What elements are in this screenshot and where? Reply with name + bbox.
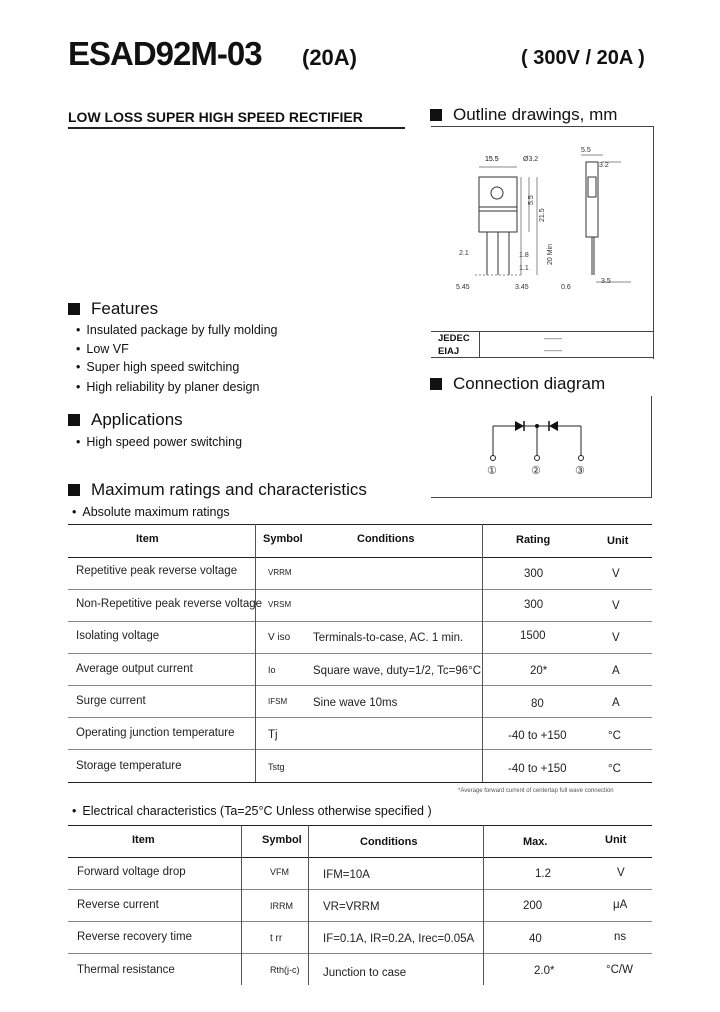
table-row-unit: V [617, 867, 625, 879]
table-row-conditions: IFM=10A [323, 869, 370, 881]
features-title: Features [68, 299, 158, 319]
part-number: ESAD92M-03 [68, 35, 262, 72]
table-row-symbol: IRRM [270, 901, 293, 911]
dim-label: 5.5 [528, 195, 535, 205]
table-row-item: Reverse recovery time [77, 931, 193, 943]
table-row-item: Repetitive peak reverse voltage [76, 565, 238, 577]
dim-label: 3.5 [601, 278, 611, 285]
table-row-rating: 80 [531, 698, 544, 710]
table-row-conditions: VR=VRRM [323, 901, 380, 913]
feature-item: • Super high speed switching [76, 360, 239, 374]
table-row-item: Operating junction temperature [76, 727, 235, 739]
table-row-unit: A [612, 697, 620, 709]
dim-label: 2.1 [459, 250, 469, 257]
max-ratings-title: Maximum ratings and characteristics [68, 480, 367, 500]
table-row-conditions: Square wave, duty=1/2, Tc=96°C [313, 665, 482, 677]
col-header-rating: Rating [516, 534, 551, 546]
table-row-unit: V [612, 568, 620, 580]
col-header-symbol: Symbol [262, 834, 302, 846]
feature-item: • Low VF [76, 342, 129, 356]
table-row-symbol: VRSM [268, 600, 292, 609]
jedec-table-divider [479, 331, 480, 357]
jedec-table-bottom [431, 357, 653, 358]
table-row-symbol: t rr [270, 933, 283, 944]
table-row-rating: -40 to +150 [508, 763, 567, 775]
electrical-subtitle: • Electrical characteristics (Ta=25°C Unless otherwise specified ) [72, 804, 432, 818]
table-row-rating: 20* [530, 665, 548, 677]
table-row-rating: 1500 [520, 630, 546, 642]
eiaj-value: —— [544, 345, 562, 355]
table-row-item: Forward voltage drop [77, 866, 186, 878]
table-row-item: Non-Repetitive peak reverse voltage [76, 598, 263, 610]
col-header-symbol: Symbol [263, 533, 303, 545]
table-row-item: Isolating voltage [76, 630, 160, 642]
dim-label: 5.5 [581, 147, 591, 154]
section-square-icon [430, 378, 442, 390]
table-row-symbol: IFSM [268, 697, 288, 706]
table-row-unit: μA [613, 899, 628, 911]
dim-label: 20 Min [547, 243, 554, 265]
outline-section-title: Outline drawings, mm [430, 105, 617, 125]
table-row-symbol: VRRM [268, 568, 292, 577]
dim-label: 3.2 [599, 162, 609, 169]
table-row-item: Surge current [76, 695, 146, 707]
table-row-symbol: VFM [270, 867, 289, 877]
table-row-symbol: Tj [268, 729, 278, 741]
table-row-conditions: Terminals-to-case, AC. 1 min. [313, 632, 464, 644]
connection-diagram-frame [431, 396, 652, 498]
dim-label: 3.45 [515, 284, 529, 291]
table-row-unit: V [612, 632, 620, 644]
table-row-item: Average output current [76, 663, 193, 675]
table-row-unit: A [612, 665, 620, 677]
eiaj-label: EIAJ [438, 346, 460, 357]
diode-anode-symbol [515, 421, 524, 431]
col-header-unit: Unit [607, 535, 629, 547]
table-row-max: 40 [529, 933, 542, 945]
table-row-symbol: Io [268, 665, 276, 675]
dim-label: 1.8 [519, 252, 529, 259]
outline-drawing-frame [431, 126, 654, 359]
col-header-conditions: Conditions [360, 836, 418, 848]
package-outline-drawing [431, 127, 653, 332]
pin-label: ① [487, 465, 497, 477]
table-row-conditions: Junction to case [323, 967, 407, 979]
dim-label: 21.5 [539, 208, 546, 222]
section-square-icon [68, 414, 80, 426]
dim-label: 0.6 [561, 284, 571, 291]
abs-max-subtitle: • Absolute maximum ratings [72, 505, 230, 519]
col-header-max: Max. [523, 836, 548, 848]
table-row-unit: °C [608, 763, 621, 775]
application-item: • High speed power switching [76, 435, 242, 449]
feature-item: • Insulated package by fully molding [76, 323, 277, 337]
electrical-table [68, 825, 652, 985]
table-row-conditions: IF=0.1A, IR=0.2A, Irec=0.05A [323, 933, 475, 945]
applications-title: Applications [68, 410, 183, 430]
table-row-max: 200 [523, 900, 543, 912]
table-row-symbol: Rth(j-c) [270, 965, 300, 975]
table-row-max: 2.0* [534, 965, 555, 977]
page-subtitle: LOW LOSS SUPER HIGH SPEED RECTIFIER [68, 109, 363, 125]
table-row-unit: °C/W [606, 964, 633, 976]
max-ratings-table [68, 524, 652, 787]
jedec-value: —— [544, 333, 562, 343]
table-row-rating: 300 [524, 568, 544, 580]
table-row-symbol: V iso [268, 632, 291, 643]
rating-summary: ( 300V / 20A ) [521, 47, 645, 69]
subtitle-underline [68, 127, 405, 129]
section-square-icon [430, 109, 442, 121]
table-row-unit: °C [608, 730, 621, 742]
diode-anode-symbol [549, 421, 558, 431]
table-row-symbol: Tstg [268, 762, 285, 772]
table-row-item: Storage temperature [76, 760, 182, 772]
table-row-max: 1.2 [535, 868, 551, 880]
section-square-icon [68, 303, 80, 315]
table-row-unit: V [612, 600, 620, 612]
dim-label: 1.1 [519, 265, 529, 272]
dim-label: 5.45 [456, 284, 470, 291]
pin-label: ② [531, 465, 541, 477]
dim-label: Ø3.2 [523, 156, 539, 163]
dim-label: 15.5 [485, 156, 499, 163]
col-header-item: Item [136, 533, 159, 545]
col-header-item: Item [132, 834, 155, 846]
jedec-label: JEDEC [438, 333, 470, 344]
feature-item: • High reliability by planer design [76, 380, 259, 394]
connection-title: Connection diagram [430, 374, 605, 394]
jedec-table-top [431, 331, 653, 332]
col-header-unit: Unit [605, 834, 627, 846]
pin-label: ③ [575, 465, 585, 477]
section-square-icon [68, 484, 80, 496]
table-row-conditions: Sine wave 10ms [313, 697, 398, 709]
connection-diagram [431, 396, 651, 496]
col-header-conditions: Conditions [357, 533, 415, 545]
part-current-suffix: (20A) [302, 45, 358, 70]
table-row-item: Thermal resistance [77, 964, 175, 976]
table-row-item: Reverse current [77, 899, 159, 911]
table-row-unit: ns [614, 931, 627, 943]
table-row-rating: 300 [524, 599, 544, 611]
table-row-rating: -40 to +150 [508, 730, 567, 742]
footnote: *Average forward current of centertap full wave connection [458, 788, 614, 794]
